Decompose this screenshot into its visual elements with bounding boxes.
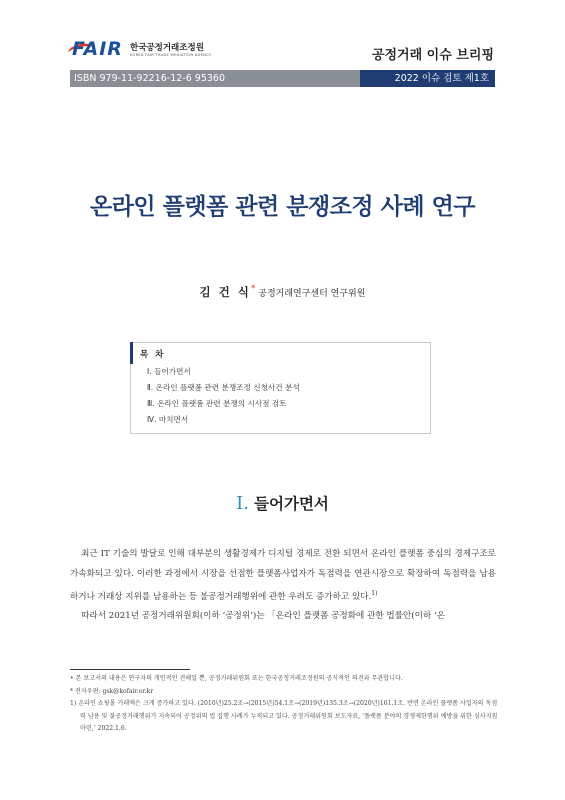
footnote-ref[interactable]: 1) xyxy=(371,590,378,597)
section-number: Ⅰ. xyxy=(236,493,249,514)
author-name: 김 건 식 xyxy=(199,285,251,299)
author-affiliation: 공정거래연구센터 연구위원 xyxy=(258,289,366,299)
disclaimer-note: • 본 보고서의 내용은 연구자의 개인적인 견해일 뿐, 공정거래위원회 또는 한국공정거래조정원의 공식적인 의견과 무관합니다. xyxy=(70,675,403,682)
issue-label: 2022 이슈 검토 제1호 xyxy=(360,70,495,87)
org-sub-name: KOREA FAIR TRADE MEDIATION AGENCY xyxy=(130,53,212,57)
org-name: 한국공정거래조정원 xyxy=(130,43,204,53)
author-line xyxy=(0,284,565,300)
author-footnote-mark: * xyxy=(250,284,256,294)
section-title: 들어가면서 xyxy=(254,495,329,513)
logo-mark: FAIR xyxy=(72,38,123,60)
toc-item[interactable]: Ⅲ. 온라인 플랫폼 관련 분쟁의 시사점 검토 xyxy=(147,399,287,408)
section-heading xyxy=(0,492,565,514)
toc-box xyxy=(130,342,431,434)
email-note: * 전자우편: gsk@kofair.or.kr xyxy=(70,687,154,695)
paragraph-1-text: 최근 IT 기술의 발달로 인해 대부분의 생활경제가 디지털 경제로 전환 되면서 온라인 플랫폼 중심의 경제구조로 가속화되고 있다. 이러한 과정에서 시장을 선점한 플랫폼사업자가 독점력을 연관시장으로 확장하여 독점력을 남용하거나 거래상 지위를 남용하는 등 불공정거래행위에 관한 우려도 증가하고 있다. xyxy=(70,549,496,602)
toc-list xyxy=(147,364,300,428)
document-title: 온라인 플랫폼 관련 분쟁조정 사례 연구 xyxy=(89,194,476,220)
isbn-label: ISBN 979-11-92216-12-6 95360 xyxy=(70,70,360,87)
fair-logo xyxy=(72,36,222,66)
footnotes xyxy=(70,673,500,736)
toc-item[interactable]: Ⅰ. 들어가면서 xyxy=(147,367,191,376)
paragraph-2-text: 따라서 2021년 공정거래위원회(이하 ‘공정위’)는 「온라인 플랫폼 공정화에 관한 법률안(이하 ‘온 xyxy=(81,611,446,622)
brief-title: 공정거래 이슈 브리핑 xyxy=(371,48,494,63)
toc-accent-bar xyxy=(130,342,133,364)
toc-item[interactable]: Ⅳ. 마치면서 xyxy=(147,415,189,424)
header-bar xyxy=(70,70,495,87)
toc-item[interactable]: Ⅱ. 온라인 플랫폼 관련 분쟁조정 신청사건 분석 xyxy=(147,383,300,392)
footnote-1: 1) 온라인 쇼핑몰 거래액은 크게 증가하고 있다. (2010년)25.2조→(2015년)54.1조→(2019년)135.3조→(2020년)161.1조. 반면 온라인 플랫폼 사업자의 독점력 남용 및 불공정거래행위가 지속되어 공정위의 법 집행 사례가 누적되고 있다. 공정거래위원회 보도자료, ‘플랫폼 분야의 경쟁제한행위 예방을 위한 심사지침 마련,’ 2022.1.6. xyxy=(70,700,498,732)
toc-heading: 목 차 xyxy=(140,350,166,360)
footnote-divider xyxy=(70,669,190,670)
body-text xyxy=(70,545,496,627)
paragraph xyxy=(70,545,496,607)
